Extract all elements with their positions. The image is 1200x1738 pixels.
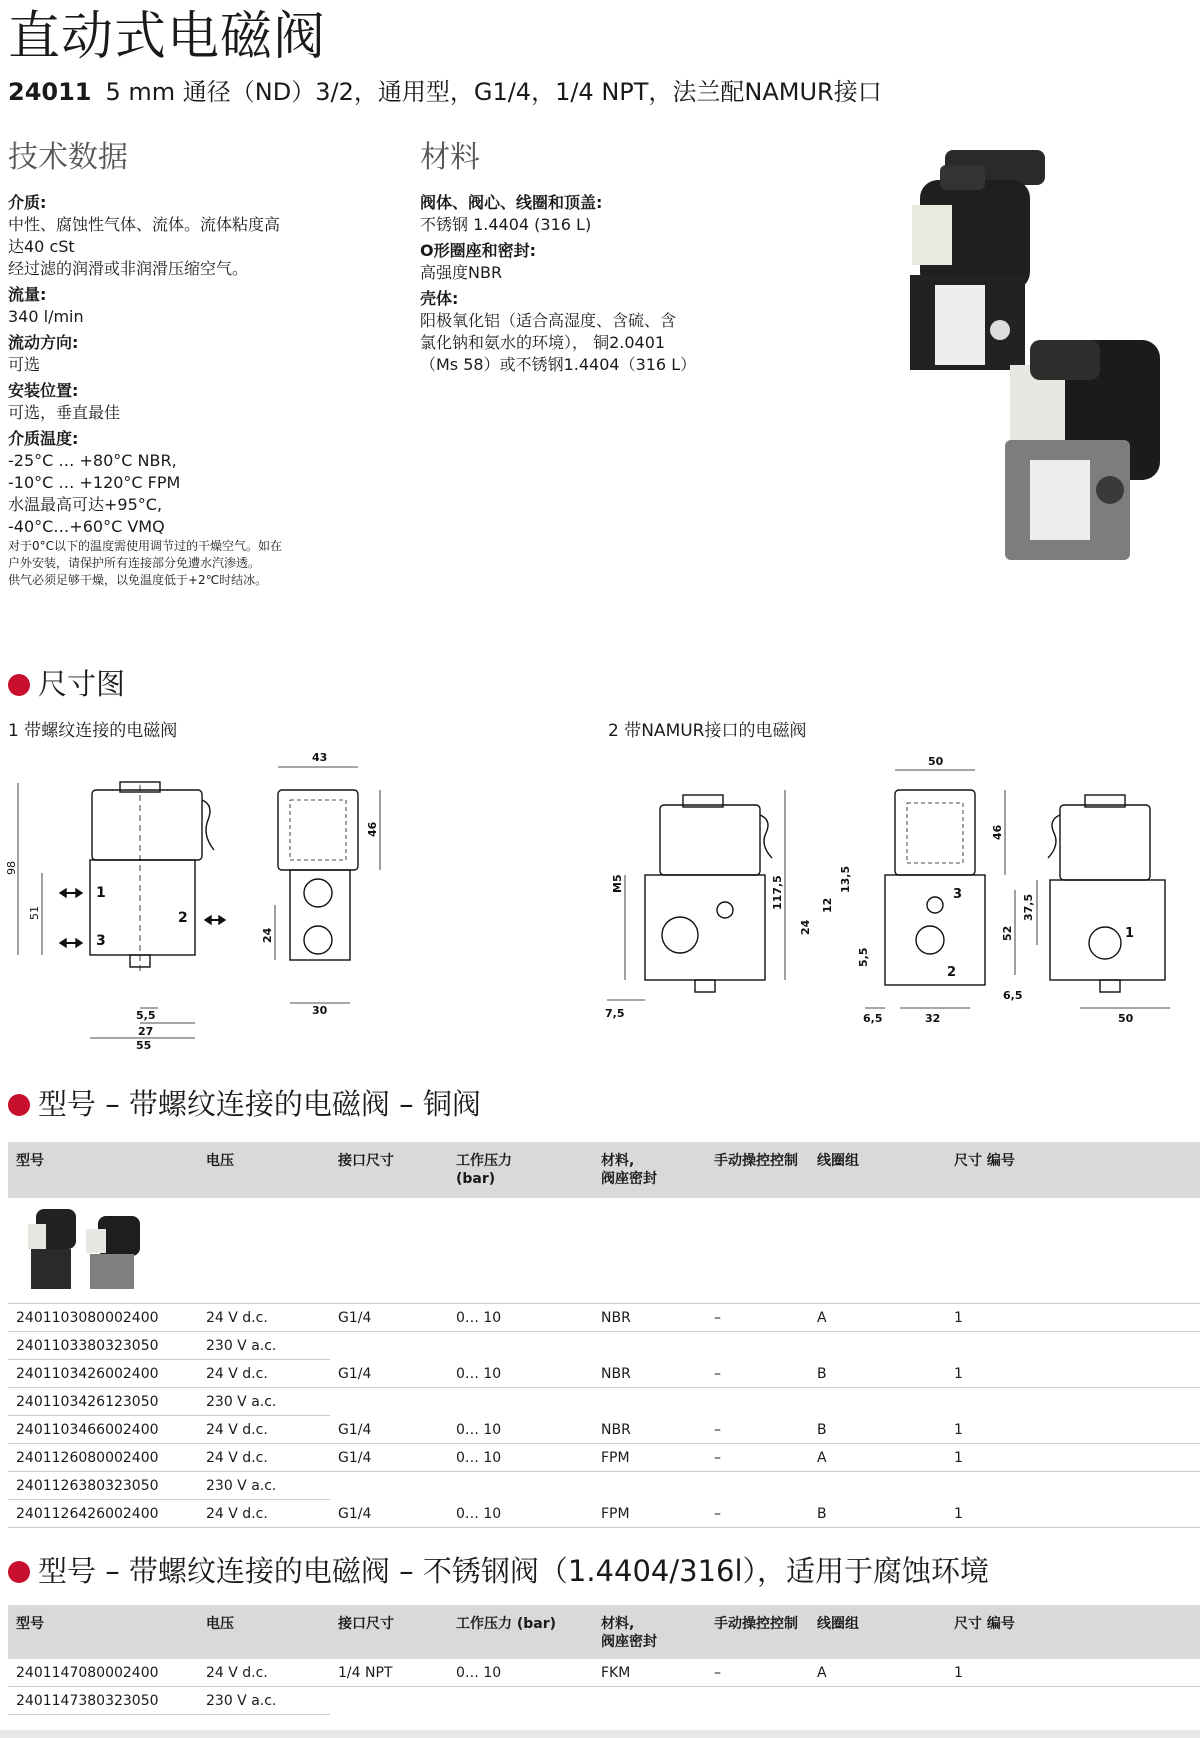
- dim-27: 27: [138, 1025, 154, 1038]
- cell: NBR: [593, 1416, 706, 1444]
- col-header: 材料, 阀座密封: [593, 1605, 706, 1659]
- table1-heading: 型号 – 带螺纹连接的电磁阀 – 铜阀: [8, 1085, 481, 1123]
- dim-46: 46: [991, 824, 1004, 840]
- cell: FPM: [593, 1444, 706, 1472]
- cell: 1: [946, 1304, 1200, 1332]
- tech-data-heading: 技术数据: [8, 140, 128, 175]
- direction-label: 流动方向:: [8, 333, 79, 352]
- table2-heading: 型号 – 带螺纹连接的电磁阀 – 不锈钢阀（1.4404/316l），适用于腐蚀环境: [8, 1552, 989, 1590]
- col-header: 手动操控控制: [706, 1142, 809, 1198]
- col-header: 尺寸 编号: [946, 1142, 1200, 1198]
- temp-line: -10°C … +120°C FPM: [8, 473, 181, 492]
- cell: 230 V a.c.: [198, 1472, 330, 1500]
- cell: [593, 1388, 706, 1416]
- cell: A: [809, 1304, 946, 1332]
- cell: 2401103426123050: [8, 1388, 198, 1416]
- cell: G1/4: [330, 1416, 448, 1444]
- body-material-value: 不锈钢 1.4404 (316 L): [420, 215, 592, 234]
- dim-50: 50: [928, 755, 944, 768]
- bullet-dot-icon: [8, 1094, 30, 1116]
- table1-header-row: [8, 1142, 1200, 1198]
- temp-line: -25°C … +80°C NBR,: [8, 451, 177, 470]
- table-row: [8, 1444, 1200, 1472]
- col-header: 手动操控控制: [706, 1605, 809, 1659]
- cell: 0… 10: [448, 1500, 593, 1528]
- medium-label: 介质:: [8, 193, 47, 212]
- cell: [706, 1687, 809, 1715]
- cell: 2401126080002400: [8, 1444, 198, 1472]
- dim-24: 24: [261, 927, 274, 943]
- product-code: 24011: [8, 78, 92, 106]
- port-1-label: 1: [96, 885, 106, 901]
- medium-line: 中性、腐蚀性气体、流体。流体粘度高: [8, 215, 281, 234]
- cell: –: [706, 1500, 809, 1528]
- temp-line: -40°C…+60°C VMQ: [8, 517, 165, 536]
- table1: [8, 1142, 1200, 1528]
- cell: –: [706, 1360, 809, 1388]
- cell: 230 V a.c.: [198, 1388, 330, 1416]
- cell: 24 V d.c.: [198, 1659, 330, 1687]
- cell: G1/4: [330, 1500, 448, 1528]
- cell: [330, 1472, 448, 1500]
- col-header: 接口尺寸: [330, 1142, 448, 1198]
- housing-line: 阳极氧化铝（适合高湿度、含硫、含: [420, 311, 677, 330]
- port-3-label: 3: [96, 933, 106, 949]
- dim-55: 55: [136, 1039, 152, 1050]
- seal-label: O形圈座和密封:: [420, 241, 537, 260]
- cell: A: [809, 1444, 946, 1472]
- cell: –: [706, 1416, 809, 1444]
- cell: 1: [946, 1444, 1200, 1472]
- temp-label: 介质温度:: [8, 429, 79, 448]
- col-header: 尺寸 编号: [946, 1605, 1200, 1659]
- dim-52: 52: [1001, 925, 1014, 941]
- cell: 1: [946, 1659, 1200, 1687]
- seal-value: 高强度NBR: [420, 263, 503, 282]
- direction-value: 可选: [8, 355, 41, 374]
- dim-46: 46: [366, 821, 379, 837]
- footer-bar: [0, 1730, 1200, 1738]
- diagram1-drawing: [0, 745, 420, 1050]
- col-header: 工作压力 (bar): [448, 1142, 593, 1198]
- dim-5-5: 5,5: [857, 947, 870, 967]
- cell: FPM: [593, 1500, 706, 1528]
- cell: [946, 1472, 1200, 1500]
- cell: [706, 1388, 809, 1416]
- dim-30: 30: [312, 1004, 328, 1017]
- cell: [448, 1332, 593, 1360]
- medium-line: 达40 cSt: [8, 237, 75, 256]
- dim-98: 98: [5, 861, 18, 875]
- cell: 0… 10: [448, 1659, 593, 1687]
- cell: NBR: [593, 1360, 706, 1388]
- cell: B: [809, 1360, 946, 1388]
- cell: [809, 1388, 946, 1416]
- cell: B: [809, 1416, 946, 1444]
- cell: [809, 1687, 946, 1715]
- cell: 2401103426002400: [8, 1360, 198, 1388]
- cell: 1: [946, 1360, 1200, 1388]
- body-material-label: 阀体、阀心、线圈和顶盖:: [420, 193, 603, 212]
- cell: 2401147080002400: [8, 1659, 198, 1687]
- cell: 2401103380323050: [8, 1332, 198, 1360]
- dim-117-5: 117,5: [771, 875, 784, 910]
- table2-header-row: [8, 1605, 1200, 1659]
- table-row: [8, 1687, 1200, 1715]
- bullet-dot-icon: [8, 1561, 30, 1583]
- table-row: [8, 1472, 1200, 1500]
- cell: NBR: [593, 1304, 706, 1332]
- table-row: [8, 1360, 1200, 1388]
- cell: 0… 10: [448, 1360, 593, 1388]
- cell: 24 V d.c.: [198, 1360, 330, 1388]
- port-3-label: 3: [953, 887, 963, 902]
- cell: [330, 1687, 448, 1715]
- table-row: [8, 1659, 1200, 1687]
- cell: 2401126426002400: [8, 1500, 198, 1528]
- cell: 230 V a.c.: [198, 1332, 330, 1360]
- temp-line: 水温最高可达+95°C,: [8, 495, 163, 514]
- temp-note: 对于0°C以下的温度需使用调节过的干燥空气。如在: [8, 539, 283, 553]
- cell: –: [706, 1304, 809, 1332]
- cell: A: [809, 1659, 946, 1687]
- table1-image-row: [8, 1198, 1200, 1304]
- table-row: [8, 1388, 1200, 1416]
- materials-heading: 材料: [420, 140, 480, 175]
- cell: [593, 1332, 706, 1360]
- cell: 0… 10: [448, 1304, 593, 1332]
- col-header: 型号: [8, 1605, 198, 1659]
- cell: [448, 1388, 593, 1416]
- dim-24: 24: [799, 919, 812, 935]
- cell: [448, 1472, 593, 1500]
- dim-13-5: 13,5: [839, 865, 852, 893]
- temp-note: 户外安装，请保护所有连接部分免遭水汽渗透。: [8, 556, 261, 570]
- cell: [706, 1332, 809, 1360]
- cell: [706, 1472, 809, 1500]
- port-2-label: 2: [947, 965, 957, 980]
- cell: [593, 1472, 706, 1500]
- cell: [809, 1472, 946, 1500]
- cell: 1: [946, 1416, 1200, 1444]
- cell: [448, 1687, 593, 1715]
- table-row: [8, 1304, 1200, 1332]
- cell: 1: [946, 1500, 1200, 1528]
- cell: 2401103080002400: [8, 1304, 198, 1332]
- port-2-label: 2: [178, 910, 188, 926]
- col-header: 线圈组: [809, 1605, 946, 1659]
- dim-50-right: 50: [1118, 1012, 1134, 1025]
- cell: 24 V d.c.: [198, 1304, 330, 1332]
- medium-line: 经过滤的润滑或非润滑压缩空气。: [8, 259, 249, 278]
- flow-label: 流量:: [8, 285, 47, 304]
- cell: [330, 1388, 448, 1416]
- dim-5-5: 5,5: [136, 1009, 156, 1022]
- temp-note: 供气必须足够干燥，以免温度低于+2℃时结冰。: [8, 573, 268, 587]
- product-photo: [900, 140, 1180, 560]
- cell: G1/4: [330, 1444, 448, 1472]
- housing-label: 壳体:: [420, 289, 459, 308]
- cell: 0… 10: [448, 1444, 593, 1472]
- table-row: [8, 1332, 1200, 1360]
- valve-thumbnail: [16, 1204, 156, 1294]
- page-title: 直动式电磁阀: [8, 7, 327, 67]
- col-header: 材料, 阀座密封: [593, 1142, 706, 1198]
- diagram2-drawing: [595, 745, 1195, 1050]
- cell: [946, 1332, 1200, 1360]
- cell: G1/4: [330, 1360, 448, 1388]
- table-row: [8, 1416, 1200, 1444]
- col-header: 线圈组: [809, 1142, 946, 1198]
- cell: [946, 1388, 1200, 1416]
- col-header: 电压: [198, 1142, 330, 1198]
- dim-43: 43: [312, 751, 328, 764]
- dim-12: 12: [821, 897, 834, 913]
- col-header: 工作压力 (bar): [448, 1605, 593, 1659]
- housing-line: 氯化钠和氨水的环境）， 铜2.0401: [420, 333, 666, 352]
- dimensions-heading: 尺寸图: [8, 665, 125, 703]
- cell: 24 V d.c.: [198, 1444, 330, 1472]
- dim-32: 32: [925, 1012, 941, 1025]
- dim-m5: M5: [611, 874, 624, 893]
- valve-back: [910, 150, 1045, 370]
- mount-value: 可选，垂直最佳: [8, 403, 121, 422]
- table-row: [8, 1500, 1200, 1528]
- bullet-dot-icon: [8, 674, 30, 696]
- valve-front: [1005, 340, 1160, 560]
- table2: [8, 1605, 1200, 1715]
- cell: 24 V d.c.: [198, 1416, 330, 1444]
- cell: [593, 1687, 706, 1715]
- housing-line: （Ms 58）或不锈钢1.4404（316 L）: [420, 355, 697, 374]
- diagram1-label: 1 带螺纹连接的电磁阀: [8, 721, 178, 741]
- col-header: 型号: [8, 1142, 198, 1198]
- dim-51: 51: [28, 906, 41, 920]
- dim-7-5: 7,5: [605, 1007, 625, 1020]
- mount-label: 安装位置:: [8, 381, 79, 400]
- cell: [946, 1687, 1200, 1715]
- cell: 0… 10: [448, 1416, 593, 1444]
- cell: 2401126380323050: [8, 1472, 198, 1500]
- cell: 1/4 NPT: [330, 1659, 448, 1687]
- cell: –: [706, 1444, 809, 1472]
- page-subtitle: [8, 72, 882, 107]
- col-header: 电压: [198, 1605, 330, 1659]
- materials-section: [420, 140, 720, 376]
- col-header: 接口尺寸: [330, 1605, 448, 1659]
- port-1-label: 1: [1125, 926, 1135, 941]
- cell: 2401147380323050: [8, 1687, 198, 1715]
- cell: B: [809, 1500, 946, 1528]
- cell: 2401103466002400: [8, 1416, 198, 1444]
- dim-6-5-right: 6,5: [1003, 989, 1023, 1002]
- dim-37-5: 37,5: [1022, 893, 1035, 921]
- flow-value: 340 l/min: [8, 307, 84, 326]
- cell: 24 V d.c.: [198, 1500, 330, 1528]
- cell: FKM: [593, 1659, 706, 1687]
- dim-6-5-left: 6,5: [863, 1012, 883, 1025]
- tech-data-section: [8, 140, 308, 589]
- subtitle-text: 5 mm 通径（ND）3/2，通用型，G1/4，1/4 NPT，法兰配NAMUR接口: [105, 78, 882, 106]
- cell: [809, 1332, 946, 1360]
- cell: G1/4: [330, 1304, 448, 1332]
- cell: 230 V a.c.: [198, 1687, 330, 1715]
- cell: –: [706, 1659, 809, 1687]
- cell: [330, 1332, 448, 1360]
- diagram2-label: 2 带NAMUR接口的电磁阀: [608, 721, 807, 741]
